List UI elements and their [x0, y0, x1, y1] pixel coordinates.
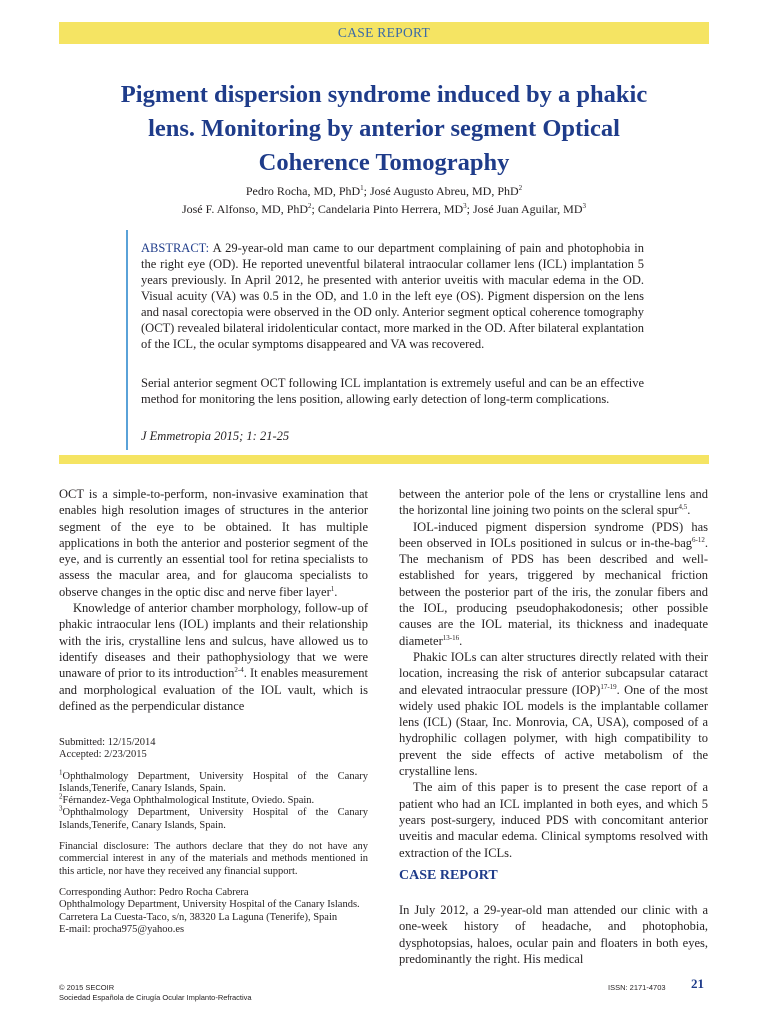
author-affiliation-mark: 2: [518, 184, 523, 192]
author-name: ; José Augusto Abreu, MD, PhD: [363, 184, 519, 198]
reference-mark: 6-12: [692, 535, 705, 544]
paragraph-text: IOL-induced pigment dispersion syndrome (PDS) has been observed in IOLs positioned in sulcus or in-the-bag: [399, 519, 708, 550]
abstract-paragraph-2: Serial anterior segment OCT following ICL implantation is extremely useful and can be an effective method for monitoring the lens position, allowing early detection of long-term complications.: [141, 376, 644, 406]
footer-left: [59, 983, 252, 1003]
body-column-right: [399, 486, 708, 861]
author-list: [100, 182, 668, 218]
corresponding-author: Corresponding Author: Pedro Rocha Cabrera: [59, 886, 249, 898]
body-paragraph: [399, 486, 708, 519]
affiliation-mark: 1: [59, 768, 63, 777]
reference-mark: 13-16: [442, 633, 460, 642]
corresponding-department: Ophthalmology Department, University Hospital of the Canary Islands.: [59, 899, 360, 911]
author-line-2: [100, 200, 668, 218]
author-affiliation-mark: 2: [308, 202, 312, 210]
article-title: Pigment dispersion syndrome induced by a phakic lens. Monitoring by anterior segment Optical Coherence Tomography: [120, 81, 648, 176]
paragraph-text: Knowledge of anterior chamber morphology, follow-up of phakic intraocular lens (IOL) implants and their relationship with the iris, crystalline lens and sulcus, have allowed us to identify diseases and their pathophysiology that we were unaware of prior to its introduction: [59, 601, 368, 681]
reference-mark: 4,5: [678, 503, 688, 512]
paragraph-text: . One of the most widely used phakic IOL models is the implantable collamer lens (ICL) (Staar, Inc. Monrovia, CA, USA), composed of a hydrophilic collagen polymer, with high compatibility to prevent the side effects of active metabolism of the crystalline lens.: [399, 682, 708, 779]
body-paragraph: The aim of this paper is to present the case report of a patient who had an ICL implanted in both eyes, and which 5 years post-surgery, induced PDS with concomitant anterior uveitis and macular edema. Clinical symptoms resolved with extraction of the ICLs.: [399, 780, 708, 860]
affiliation-text: Férnandez-Vega Ophthalmological Institute, Oviedo. Spain.: [62, 795, 315, 807]
body-paragraph: [399, 649, 708, 779]
affiliation-3: [59, 804, 368, 832]
abstract-side-rule: [126, 230, 128, 450]
case-report-paragraph: In July 2012, a 29-year-old man attended our clinic with a one-week history of headache, and photophobia, dysphotopsias, haloes, ocular pain and floaters in both eyes, predominantly the right. His medical: [399, 903, 708, 966]
section-label: CASE REPORT: [337, 25, 431, 40]
paragraph-text: OCT is a simple-to-perform, non-invasive examination that enables high resolution images of structures in the anterior segment of the eye to be obtained. It has multiple applications in both the anterior and posterior segment of the eye, and is currently an essential tool for retina specialists to assess the macular area, and for glaucoma specialists to observe changes in the optic disc and nerve fiber layer: [59, 487, 368, 599]
author-affiliation-mark: 3: [582, 202, 587, 210]
reference-mark: 1: [330, 584, 335, 593]
affiliation-text: Ophthalmology Department, University Hospital of the Canary Islands,Tenerife, Canary Islands, Spain.: [59, 807, 368, 831]
paragraph-text: . It enables measurement and morphological evaluation of the IOL vault, which is defined as the perpendicular distance: [59, 666, 368, 713]
section-divider: [59, 455, 709, 464]
affiliation-mark: 2: [59, 792, 63, 801]
accepted-date: Accepted: 2/23/2015: [59, 749, 147, 761]
body-paragraph: [399, 519, 708, 649]
affiliation-mark: 3: [59, 804, 63, 813]
case-report-heading: CASE REPORT: [399, 868, 498, 883]
corresponding-address: Carretera La Cuesta-Taco, s/n, 38320 La Laguna (Tenerife), Spain: [59, 911, 338, 923]
abstract-paragraph-1: [141, 240, 644, 352]
paragraph-text: between the anterior pole of the lens or crystalline lens and the horizontal line joining two points on the scleral spur: [399, 487, 708, 518]
affiliation-1: [59, 768, 368, 796]
issn: ISSN: 2171-4703: [608, 983, 666, 992]
reference-mark: 17-19: [600, 682, 617, 691]
journal-citation: J Emmetropia 2015; 1: 21-25: [141, 429, 290, 443]
author-affiliation-mark: 1: [360, 184, 364, 192]
author-name: ; José Juan Aguilar, MD: [466, 202, 583, 216]
society-name: Sociedad Española de Cirugía Ocular Implanto-Refractiva: [59, 993, 252, 1002]
author-line-1: [100, 182, 668, 200]
page-number: 21: [691, 976, 704, 991]
submitted-date: Submitted: 12/15/2014: [59, 737, 156, 748]
abstract-label: ABSTRACT:: [141, 241, 210, 255]
financial-disclosure: Financial disclosure: The authors declare that they do not have any commercial interest in any of the materials and methods mentioned in this article, nor have they received any financial support.: [59, 841, 368, 877]
body-column-left: [59, 486, 368, 714]
paragraph-text: .: [459, 633, 463, 648]
paragraph-text: .: [687, 503, 691, 518]
author-name: José F. Alfonso, MD, PhD: [181, 202, 309, 216]
body-paragraph: [59, 486, 368, 600]
section-band: [59, 22, 709, 44]
paragraph-text: . The mechanism of PDS has been described and well-established for years, triggered by mechanical friction between the posterior part of the iris, the zonular fibers and the IOL, producing pseudophakodonesis; other possible causes are the IOL material, its thickness and inadequate diameter: [399, 535, 708, 648]
affiliation-text: Ophthalmology Department, University Hospital of the Canary Islands,Tenerife, Canary Islands, Spain.: [59, 770, 368, 794]
corresponding-email: E-mail: procha975@yahoo.es: [59, 923, 185, 935]
abstract-text: A 29-year-old man came to our department complaining of pain and photophobia in the right eye (OD). He reported uneventful bilateral intraocular collamer lens (ICL) implantation 5 years previously. In April 2012, he presented with anterior uveitis with macular edema in the OD. Visual acuity (VA) was 0.5 in the OD, and 1.0 in the left eye (OS). Pigment dispersion on the lens and nasal corectopia were observed in the OD only. Anterior segment optical coherence tomography (OCT) revealed bilateral iridolenticular contact, more marked in the OD. After bilateral explantation of the ICL, the ocular symptoms disappeared and VA was recovered.: [141, 241, 644, 351]
paragraph-text: .: [334, 584, 338, 599]
author-affiliation-mark: 3: [463, 202, 467, 210]
affiliation-2: [59, 792, 368, 807]
paragraph-text: Phakic IOLs can alter structures directly related with their location, increasing the risk of anterior subcapsular cataract and elevated intraocular pressure (IOP): [399, 649, 708, 697]
body-paragraph: [59, 600, 368, 714]
copyright: © 2015 SECOIR: [59, 983, 115, 992]
reference-mark: 2-4: [234, 666, 244, 675]
article-notes: [59, 737, 368, 936]
author-name: ; Candelaria Pinto Herrera, MD: [311, 202, 464, 216]
author-name: Pedro Rocha, MD, PhD: [245, 184, 361, 198]
